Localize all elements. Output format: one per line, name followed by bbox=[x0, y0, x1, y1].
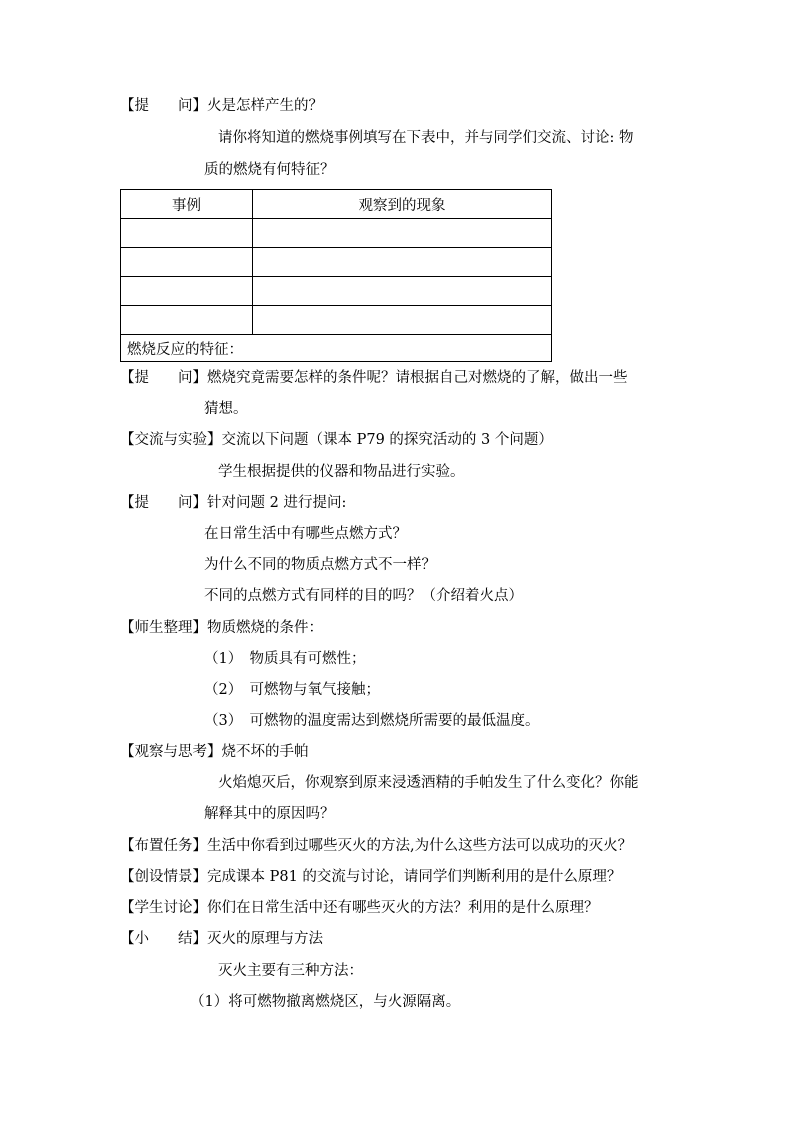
table-cell[interactable] bbox=[253, 277, 552, 306]
discuss-line bbox=[120, 898, 599, 918]
conclusion-sub: 灭火主要有三种方法： bbox=[218, 963, 363, 979]
q3-text: 针对问题 2 进行提问: bbox=[207, 495, 347, 511]
list-item: （2） 可燃物与氧气接触； bbox=[204, 682, 380, 698]
table-row bbox=[121, 306, 552, 335]
observe-line bbox=[120, 742, 309, 762]
combustion-feature-cell[interactable]: 燃烧反应的特征： bbox=[121, 335, 552, 362]
discuss-text: 你们在日常生活中还有哪些灭火的方法？利用的是什么原理？ bbox=[207, 900, 599, 916]
section-tag: 【提 问】 bbox=[120, 370, 207, 386]
list-item: （1）将可燃物撤离燃烧区，与火源隔离。 bbox=[190, 994, 461, 1010]
intro-line-2: 质的燃烧有何特征？ bbox=[204, 162, 335, 178]
list-item: 为什么不同的物质点燃方式不一样？ bbox=[204, 557, 436, 573]
section-tag: 【学生讨论】 bbox=[120, 900, 207, 916]
task-text: 生活中你看到过哪些灭火的方法,为什么这些方法可以成功的灭火？ bbox=[207, 838, 633, 854]
list-item: 在日常生活中有哪些点燃方式？ bbox=[204, 526, 407, 542]
q1-line bbox=[120, 96, 323, 116]
scene-line bbox=[120, 867, 621, 887]
section-tag: 【创设情景】 bbox=[120, 869, 207, 885]
section-tag: 【布置任务】 bbox=[120, 838, 207, 854]
observe-text: 烧不坏的手帕 bbox=[221, 744, 309, 760]
list-item: （1） 物质具有可燃性； bbox=[204, 651, 366, 667]
list-item: 不同的点燃方式有同样的目的吗？（介绍着火点） bbox=[204, 588, 523, 604]
task-line bbox=[120, 836, 632, 856]
q1-text: 火是怎样产生的？ bbox=[207, 98, 323, 114]
table-row bbox=[121, 219, 552, 248]
conclusion-line bbox=[120, 929, 323, 949]
table-row bbox=[121, 277, 552, 306]
observe-line-2: 解释其中的原因吗？ bbox=[204, 806, 335, 822]
q2-text: 燃烧究竟需要怎样的条件呢？请根据自己对燃烧的了解，做出一些 bbox=[207, 370, 628, 386]
section-tag: 【提 问】 bbox=[120, 495, 207, 511]
header-example: 事例 bbox=[121, 190, 253, 219]
summary-text: 物质燃烧的条件： bbox=[207, 620, 323, 636]
table-cell[interactable] bbox=[121, 277, 253, 306]
table-cell[interactable] bbox=[253, 248, 552, 277]
section-tag: 【观察与思考】 bbox=[120, 744, 222, 760]
exchange-text: 交流以下问题（课本 P79 的探究活动的 3 个问题） bbox=[221, 432, 553, 448]
section-tag: 【交流与实验】 bbox=[120, 432, 222, 448]
q3-line bbox=[120, 493, 346, 513]
table-cell[interactable] bbox=[121, 219, 253, 248]
table-footer-row bbox=[121, 335, 552, 362]
observe-line-1: 火焰熄灭后，你观察到原来浸透酒精的手帕发生了什么变化？你能 bbox=[218, 775, 639, 791]
combustion-examples-table bbox=[120, 189, 552, 362]
conclusion-text: 灭火的原理与方法 bbox=[207, 931, 323, 947]
table-header-row bbox=[121, 190, 552, 219]
table-cell[interactable] bbox=[253, 306, 552, 335]
exchange-line bbox=[120, 430, 553, 450]
table-cell[interactable] bbox=[121, 248, 253, 277]
exchange-sub: 学生根据提供的仪器和物品进行实验。 bbox=[218, 464, 465, 480]
section-tag: 【小 结】 bbox=[120, 931, 207, 947]
list-item: （3） 可燃物的温度需达到燃烧所需要的最低温度。 bbox=[204, 713, 540, 729]
q2-line-2: 猜想。 bbox=[204, 401, 248, 417]
table-row bbox=[121, 248, 552, 277]
header-phenomenon: 观察到的现象 bbox=[253, 190, 552, 219]
q2-line-1 bbox=[120, 368, 628, 388]
summary-line bbox=[120, 618, 323, 638]
scene-text: 完成课本 P81 的交流与讨论，请同学们判断利用的是什么原理？ bbox=[207, 869, 622, 885]
section-tag: 【提 问】 bbox=[120, 98, 207, 114]
table-cell[interactable] bbox=[121, 306, 253, 335]
section-tag: 【师生整理】 bbox=[120, 620, 207, 636]
intro-line-1: 请你将知道的燃烧事例填写在下表中，并与同学们交流、讨论: 物 bbox=[218, 130, 634, 146]
table-cell[interactable] bbox=[253, 219, 552, 248]
